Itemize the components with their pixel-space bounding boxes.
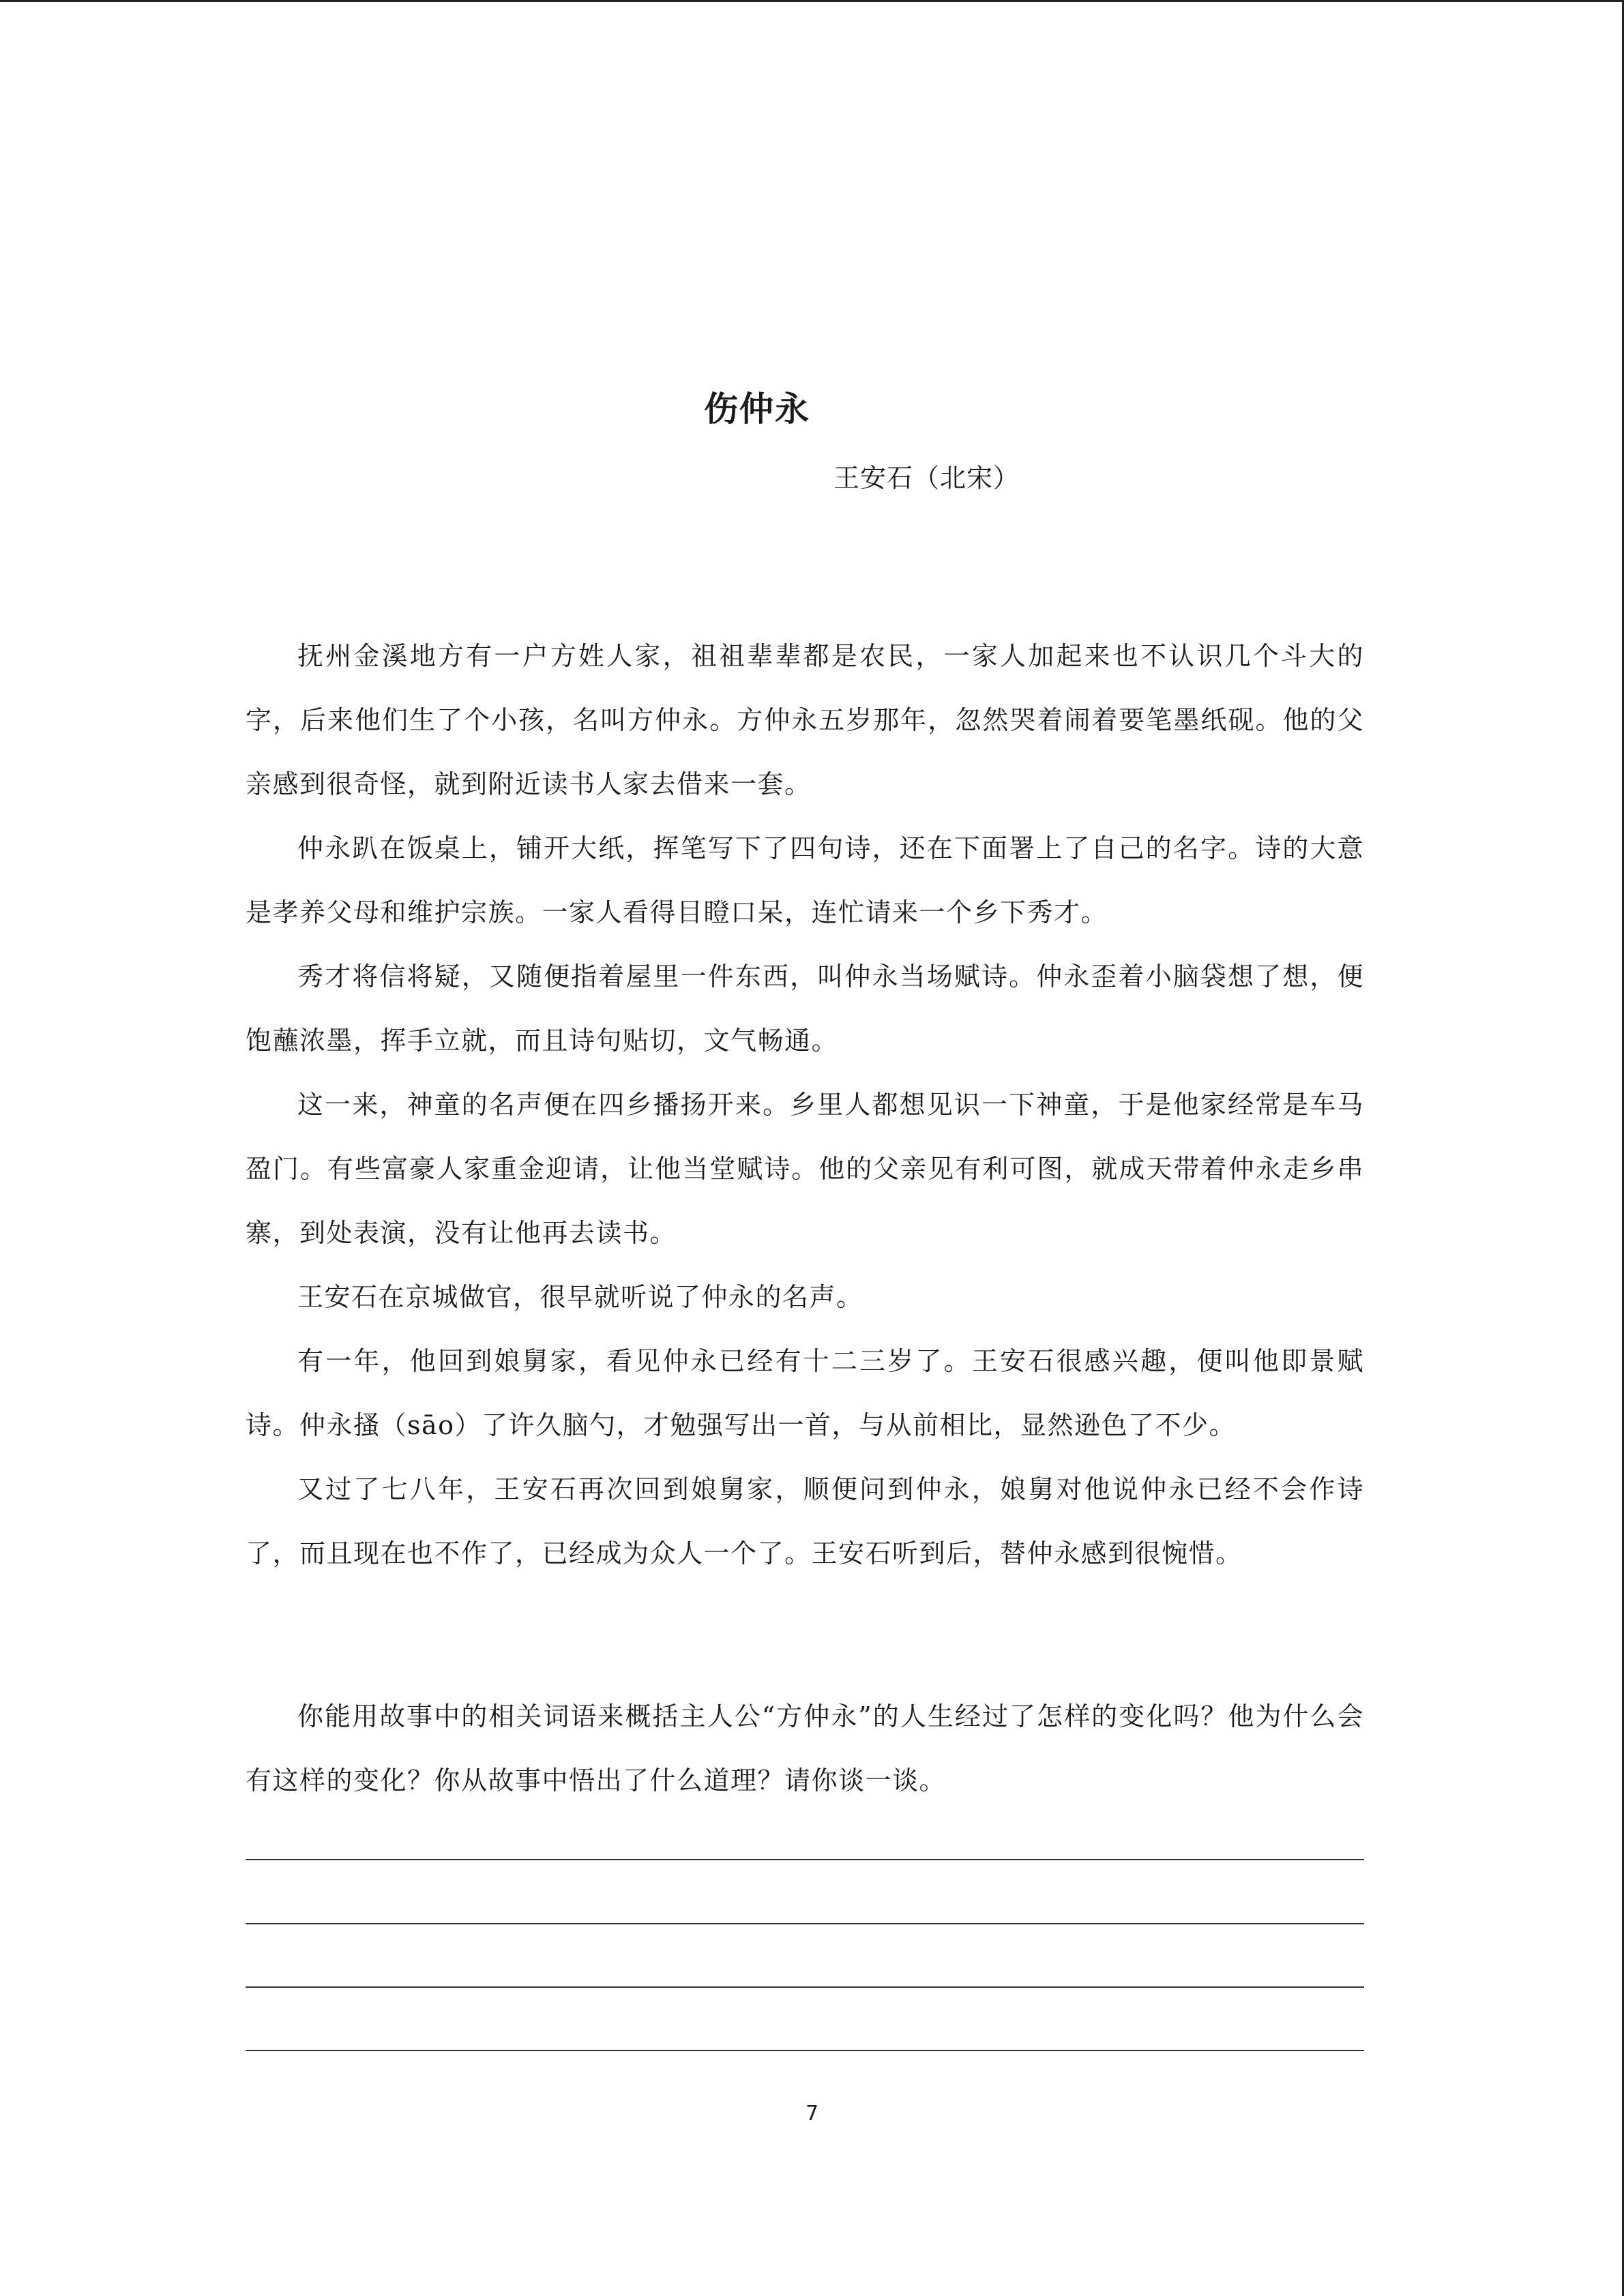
story-paragraph: 秀才将信将疑，又随便指着屋里一件东西，叫仲永当场赋诗。仲永歪着小脑袋想了想，便饱蘸浓墨，挥手立就，而且诗句贴切，文气畅通。 [246,961,1364,1056]
story-paragraph: 有一年，他回到娘舅家，看见仲永已经有十二三岁了。王安石很感兴趣，便叫他即景赋诗。仲永搔（sāo）了许久脑勺，才勉强写出一首，与从前相比，显然逊色了不少。 [246,1346,1364,1440]
answer-line[interactable] [246,1859,1364,1860]
answer-line[interactable] [246,1923,1364,1924]
story-body [246,624,1364,1585]
story-paragraph: 仲永趴在饭桌上，铺开大纸，挥笔写下了四句诗，还在下面署上了自己的名字。诗的大意是孝养父母和维护宗族。一家人看得目瞪口呆，连忙请来一个乡下秀才。 [246,833,1364,927]
story-paragraph: 王安石在京城做官，很早就听说了仲永的名声。 [297,1282,863,1312]
story-paragraph: 又过了七八年，王安石再次回到娘舅家，顺便问到仲永，娘舅对他说仲永已经不会作诗了，而且现在也不作了，已经成为众人一个了。王安石听到后，替仲永感到很惋惜。 [246,1474,1364,1568]
story-paragraph: 抚州金溪地方有一户方姓人家，祖祖辈辈都是农民，一家人加起来也不认识几个斗大的字，后来他们生了个小孩，名叫方仲永。方仲永五岁那年，忽然哭着闹着要笔墨纸砚。他的父亲感到很奇怪，就到附近读书人家去借来一套。 [246,641,1364,799]
page-number: 7 [805,2102,819,2126]
answer-line[interactable] [246,1986,1364,1988]
question-block [246,1684,1364,1813]
answer-line[interactable] [246,2050,1364,2051]
document-title: 伤仲永 [704,389,810,429]
question-text: 你能用故事中的相关词语来概括主人公“方仲永”的人生经过了怎样的变化吗？他为什么会有这样的变化？你从故事中悟出了什么道理？请你谈一谈。 [246,1701,1364,1795]
document-author: 王安石（北宋） [833,463,1020,493]
story-paragraph: 这一来，神童的名声便在四乡播扬开来。乡里人都想见识一下神童，于是他家经常是车马盈门。有些富豪人家重金迎请，让他当堂赋诗。他的父亲见有利可图，就成天带着仲永走乡串寨，到处表演，没有让他再去读书。 [246,1090,1364,1248]
page-top-border [0,0,1624,2]
